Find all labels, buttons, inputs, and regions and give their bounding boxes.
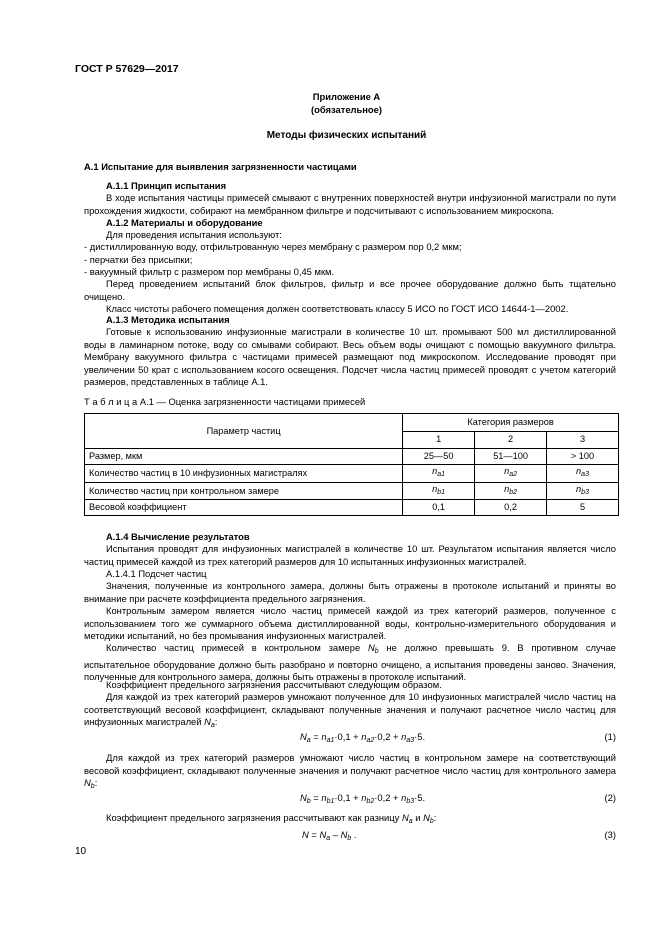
section-a11-heading: А.1.1 Принцип испытания: [106, 180, 227, 191]
param-header: Параметр частиц: [85, 414, 403, 449]
particle-table: [84, 413, 619, 516]
category-header: Категория размеров: [403, 414, 619, 432]
section-a11-text: В ходе испытания частицы примесей смывают с внутренних поверхностей внутри инфузионной магистрали по пути прохождения жидкости, собирают на мембранном фильтре и подсчитывают с использованием микроскопа.: [84, 192, 616, 216]
section-a14-heading: А.1.4 Вычисление результатов: [106, 531, 250, 542]
section-a12-text-3: Класс чистоты рабочего помещения должен соответствовать классу 5 ИСО по ГОСТ ИСО 14644-1—2002.: [106, 303, 569, 314]
equation-3: $N = N_a - N_b$ . (3): [302, 829, 616, 842]
appendix-note: (обязательное): [311, 104, 382, 115]
section-a141-text-5: Для каждой из трех категорий размеров умножают полученное для 10 инфузионных магистралей число частиц на соответствующий весовой коэффициент, складывают полученные значения и получают расчетное число частиц для инфузионных магистралей $N_a$:: [84, 691, 616, 730]
table-row: Весовой коэффициент 0,1 0,2 5: [85, 500, 619, 516]
section-a14-text: Испытания проводят для инфузионных магистралей в количестве 10 шт. Результатом испытания является число частиц примесей каждой из трех категорий размеров для 10 испытанных инфузионных магистралей.: [84, 543, 616, 567]
table-row: Количество частиц в 10 инфузионных магистралях $n_{a1}$ $n_{a2}$ $n_{a3}$: [85, 465, 619, 483]
document-header: ГОСТ Р 57629—2017: [75, 63, 179, 75]
section-a12-intro: Для проведения испытания используют:: [106, 229, 282, 240]
section-a141-heading: А.1.4.1 Подсчет частиц: [106, 568, 207, 579]
page-number: 10: [75, 846, 87, 857]
appendix-title: Приложение А: [312, 91, 381, 102]
table-row: Количество частиц при контрольном замере $n_{b1}$ $n_{b2}$ $n_{b3}$: [85, 482, 619, 500]
category-3: 3: [547, 431, 619, 449]
section-a141-text-6: Для каждой из трех категорий размеров умножают число частиц в контрольном замере на соответствующий весовой коэффициент, складывают полученные значения и получают расчетное число частиц для контрольного замера $N_b$:: [84, 752, 616, 791]
appendix-heading: Методы физических испытаний: [266, 130, 427, 141]
section-a141-text-7: Коэффициент предельного загрязнения рассчитывают как разницу $N_a$ и $N_b$:: [106, 812, 437, 825]
equation-2: $N_b = n_{b1}\cdot 0,1 + n_{b2}\cdot 0,2 + n_{b3}\cdot 5$. (2): [300, 792, 616, 805]
equation-number: (2): [604, 792, 616, 803]
category-2: 2: [475, 431, 547, 449]
category-1: 1: [403, 431, 475, 449]
list-item: - вакуумный фильтр с размером пор мембраны 0,45 мкм.: [84, 266, 335, 278]
table-row: Размер, мкм 25—50 51—100 > 100: [85, 449, 619, 465]
section-a13-heading: А.1.3 Методика испытания: [106, 314, 230, 325]
materials-list: [84, 241, 616, 279]
table-caption: Т а б л и ц а А.1 — Оценка загрязненности частицами примесей: [84, 396, 366, 407]
list-item: - дистиллированную воду, отфильтрованную через мембрану с размером пор 0,2 мкм;: [84, 241, 462, 252]
equation-number: (1): [604, 731, 616, 742]
section-a141-text-4: Коэффициент предельного загрязнения рассчитывают следующим образом.: [106, 679, 442, 690]
section-a141-text-3: Количество частиц примесей в контрольном замере $N_b$ не должно превышать 9. В противном случае испытательное оборудование должно быть разобрано и повторно очищено, а испытания проведены заново. Значения, полученные для контрольного замера, должны быть отражены в протоколе испытаний.: [84, 642, 616, 683]
section-a141-text-2: Контрольным замером является число частиц примесей каждой из трех категорий размеров, полученное с использованием того же суммарного объема дистиллированной воды, контрольно-измерительного оборудования и методики испытаний, но без промывания инфузионных магистралей.: [84, 605, 616, 642]
section-a12-text-2: Перед проведением испытаний блок фильтров, фильтр и все прочее оборудование должно быть тщательно очищено.: [84, 278, 616, 302]
section-a13-text: Готовые к использованию инфузионные магистрали в количестве 10 шт. промывают 500 мл дистиллированной воды в ламинарном потоке, воду со смывами собирают. Весь объем воды очищают с помощью вакуумного фильтра. Мембрану вакуумного фильтра с частицами примесей размещают под микроскопом. Исследование проводят при увеличении 50 крат с использованием косого освещения. Подсчет числа частиц примесей проводят с учетом категорий размеров, представленных в таблице А.1.: [84, 326, 616, 388]
equation-number: (3): [604, 829, 616, 840]
list-item: - перчатки без присыпки;: [84, 253, 193, 265]
section-a12-heading: А.1.2 Материалы и оборудование: [106, 217, 263, 228]
section-a1-heading: А.1 Испытание для выявления загрязненности частицами: [84, 161, 357, 172]
equation-1: $N_a = n_{a1}\cdot 0,1 + n_{a2}\cdot 0,2 + n_{a3}\cdot 5$. (1): [300, 731, 616, 744]
section-a141-text-1: Значения, полученные из контрольного замера, должны быть отражены в протоколе испытаний и приняты во внимание при расчете коэффициента предельного загрязнения.: [84, 580, 616, 604]
